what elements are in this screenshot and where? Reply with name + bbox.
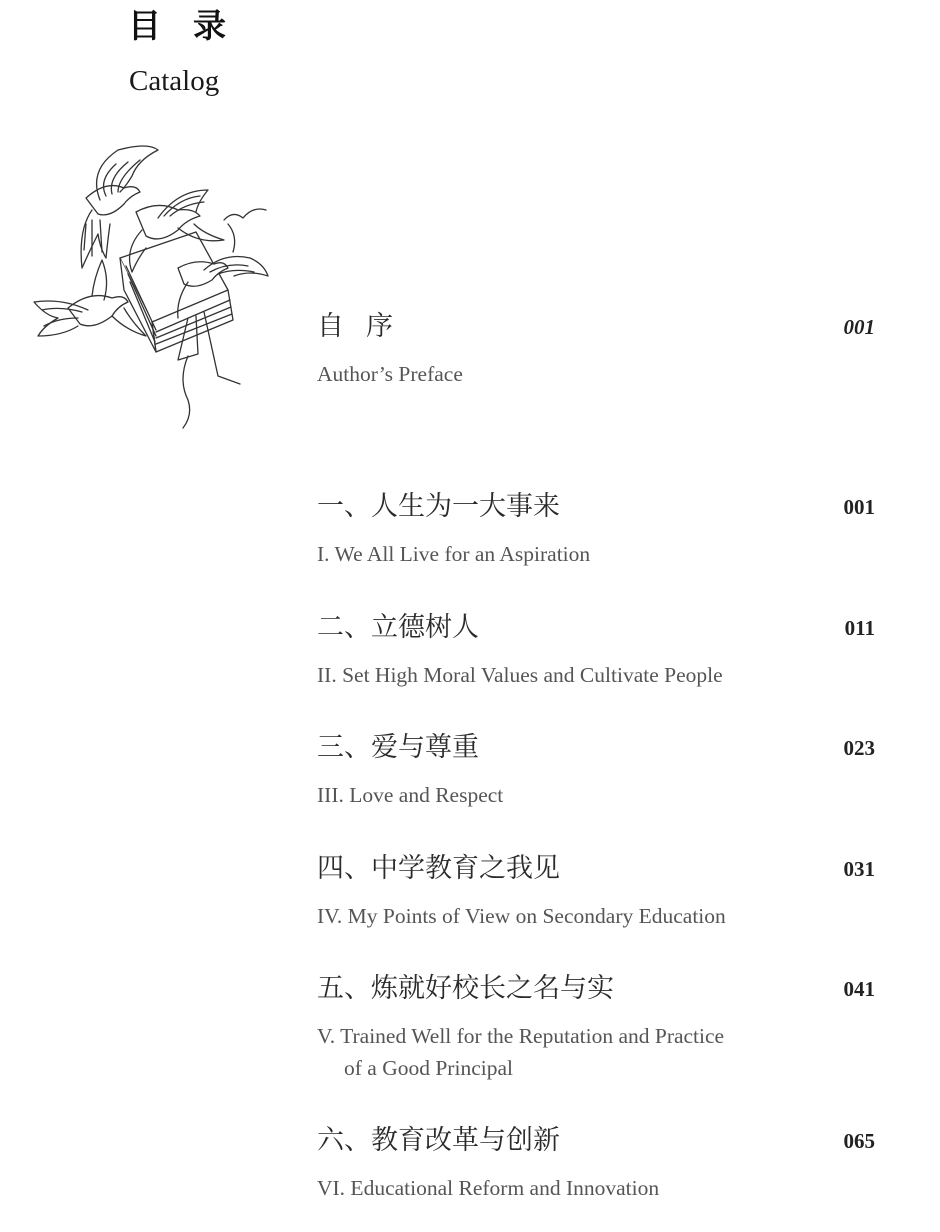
toc-title-english: II. Set High Moral Values and Cultivate People <box>317 663 723 687</box>
toc-title-english: VI. Educational Reform and Innovation <box>317 1176 660 1200</box>
toc-title-english: V. Trained Well for the Reputation and Practice <box>317 1024 725 1048</box>
toc-page-number: 065 <box>843 1129 875 1153</box>
toc-page-number: 041 <box>843 977 875 1001</box>
toc-page-number: 023 <box>843 736 875 760</box>
toc-page-number: 031 <box>843 857 875 881</box>
toc-page-number: 011 <box>844 616 875 640</box>
toc-title-english: IV. My Points of View on Secondary Education <box>317 904 726 928</box>
toc-title-chinese: 一、人生为一大事来 <box>317 491 560 522</box>
book-icon <box>120 209 266 428</box>
toc-title-english: I. We All Live for an Aspiration <box>317 542 591 566</box>
page-title-chinese: 目录 <box>128 6 258 45</box>
toc-page-number: 001 <box>843 315 875 339</box>
toc-title-chinese: 二、立德树人 <box>317 612 479 643</box>
page-title-english: Catalog <box>129 65 220 97</box>
toc-title-chinese: 五、炼就好校长之名与实 <box>317 973 614 1004</box>
toc-title-chinese: 自序 <box>317 311 415 342</box>
toc-title-chinese: 四、中学教育之我见 <box>317 853 560 884</box>
doves-and-book-illustration <box>28 140 273 440</box>
toc-title-chinese: 六、教育改革与创新 <box>317 1125 560 1156</box>
toc-page-number: 001 <box>843 495 875 519</box>
toc-title-english-continued: of a Good Principal <box>344 1056 513 1080</box>
toc-title-english: III. Love and Respect <box>317 783 504 807</box>
toc-title-english: Author’s Preface <box>317 362 463 386</box>
toc-title-chinese: 三、爱与尊重 <box>317 732 479 763</box>
